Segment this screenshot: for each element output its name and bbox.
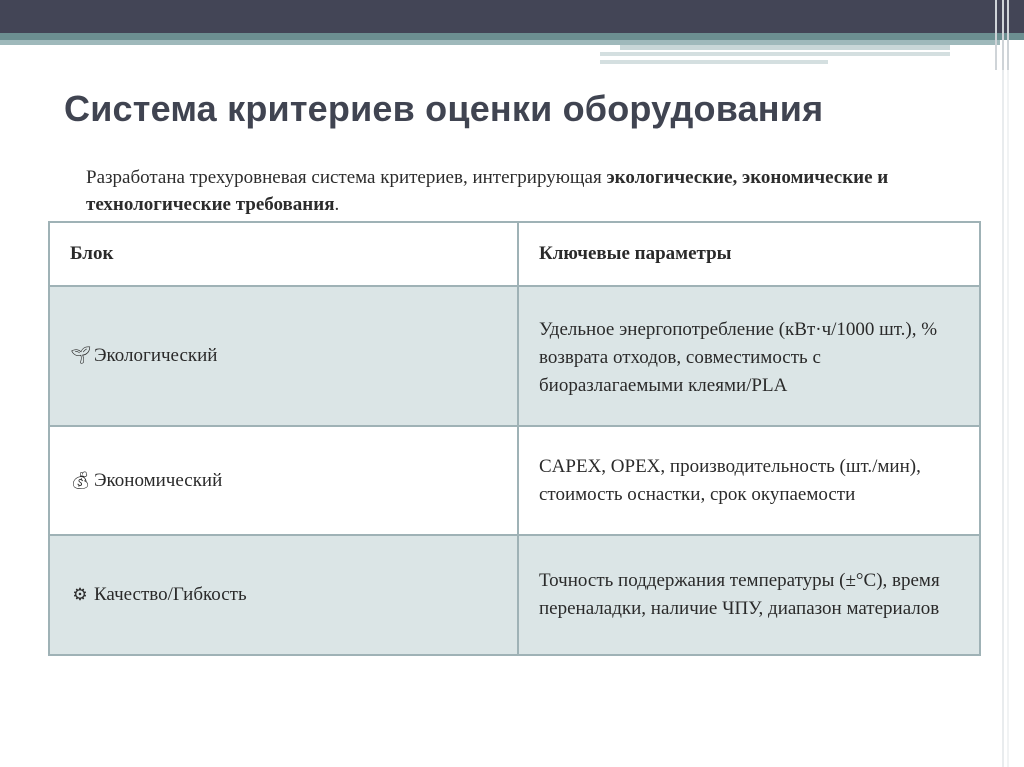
- top-band-teal: [0, 33, 1024, 40]
- header-block: Блок: [49, 222, 518, 286]
- header-params: Ключевые параметры: [518, 222, 980, 286]
- top-band-accent-3: [600, 60, 828, 64]
- block-label: Экологический: [94, 345, 218, 366]
- seedling-icon: 🌱︎: [70, 346, 92, 365]
- params-cell: Точность поддержания температуры (±°C), время переналадки, наличие ЧПУ, диапазон материалов: [518, 535, 980, 655]
- frame-line: [1002, 70, 1004, 767]
- frame-line-2: [1007, 70, 1009, 767]
- money-bag-icon: 💰︎: [70, 470, 92, 490]
- top-band-accent-2: [600, 52, 950, 56]
- table-row: [49, 535, 980, 655]
- intro-text: Разработана трехуровневая система критериев, интегрирующая: [86, 167, 607, 188]
- corner-stripes: [993, 0, 1024, 70]
- block-cell: [49, 286, 518, 426]
- page-title: Система критериев оценки оборудования: [64, 88, 824, 129]
- criteria-table: [48, 221, 981, 656]
- params-cell: Удельное энергопотребление (кВт·ч/1000 шт.), % возврата отходов, совместимость с биоразлагаемыми клеями/PLA: [518, 286, 980, 426]
- top-band-accent: [620, 45, 950, 50]
- table-header-row: [49, 222, 980, 286]
- intro-bold-text: экологические, экономические и технологические требования: [86, 167, 889, 215]
- block-label: Качество/Гибкость: [94, 584, 247, 605]
- block-cell: [49, 535, 518, 655]
- params-cell: CAPEX, OPEX, производительность (шт./мин), стоимость оснастки, срок окупаемости: [518, 426, 980, 535]
- table-row: [49, 426, 980, 535]
- intro-paragraph: [86, 164, 986, 218]
- block-cell: [49, 426, 518, 535]
- top-band-dark: [0, 0, 1024, 33]
- intro-text-end: .: [334, 194, 340, 215]
- table-row: [49, 286, 980, 426]
- gear-icon: ⚙︎: [72, 585, 88, 604]
- block-label: Экономический: [94, 469, 223, 491]
